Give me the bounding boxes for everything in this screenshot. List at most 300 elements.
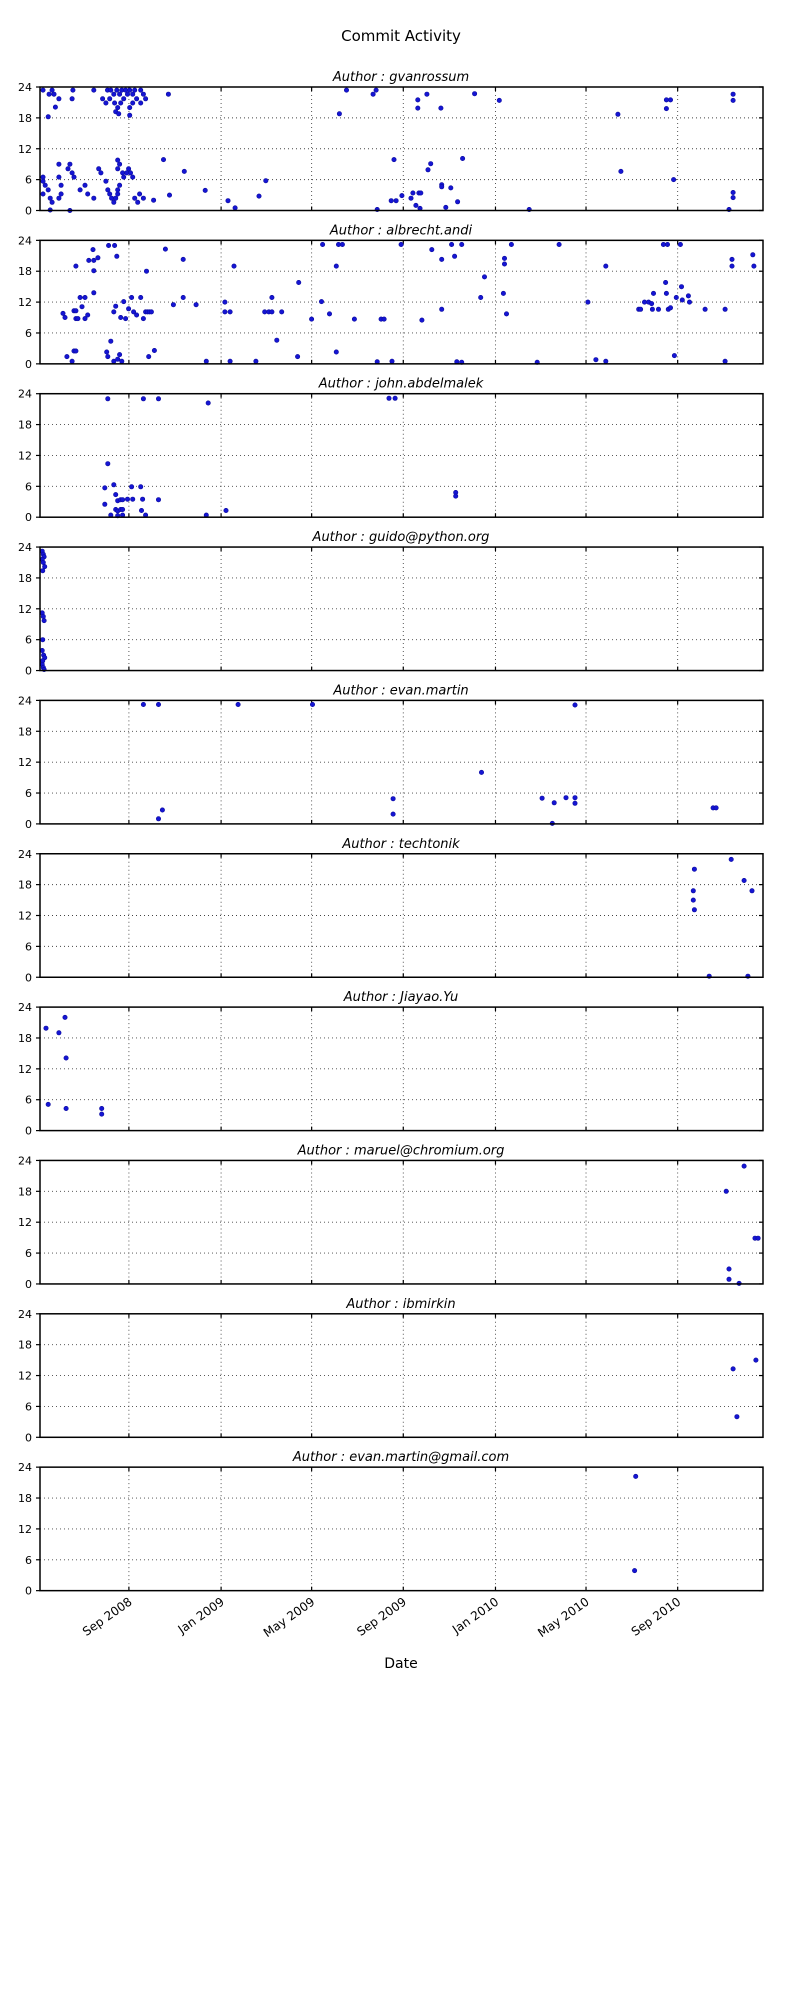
data-point xyxy=(112,200,116,204)
data-point xyxy=(632,1568,636,1572)
data-point xyxy=(723,307,727,311)
y-tick-label: 6 xyxy=(25,633,32,647)
data-point xyxy=(479,295,483,299)
data-point xyxy=(691,889,695,893)
data-point xyxy=(46,1102,50,1106)
data-point xyxy=(228,359,232,363)
data-point xyxy=(664,291,668,295)
data-point xyxy=(41,560,45,564)
data-point xyxy=(41,614,45,618)
data-point xyxy=(139,508,143,512)
y-tick-label: 18 xyxy=(18,1338,32,1352)
subplot-title: Author : evan.martin@gmail.com xyxy=(292,1450,510,1466)
data-point xyxy=(44,1026,48,1030)
subplot-title: Author : Jiayao.Yu xyxy=(343,990,459,1006)
y-tick-label: 6 xyxy=(25,940,32,954)
data-point xyxy=(156,498,160,502)
data-point xyxy=(642,300,646,304)
scatter-points xyxy=(61,242,756,364)
data-point xyxy=(665,242,669,246)
data-point xyxy=(108,192,112,196)
data-point xyxy=(70,97,74,101)
data-point xyxy=(224,508,228,512)
data-point xyxy=(394,199,398,203)
data-point xyxy=(71,88,75,92)
y-tick-label: 18 xyxy=(18,878,32,892)
y-tick-label: 12 xyxy=(18,1216,32,1230)
data-point xyxy=(692,867,696,871)
x-tick-label: Sep 2009 xyxy=(354,1594,410,1639)
data-point xyxy=(429,162,433,166)
data-point xyxy=(295,354,299,358)
data-point xyxy=(120,359,124,363)
subplot-4 xyxy=(18,683,763,831)
data-point xyxy=(730,264,734,268)
data-point xyxy=(108,97,112,101)
data-point xyxy=(125,497,129,501)
y-tick-label: 0 xyxy=(25,1431,32,1445)
data-point xyxy=(310,702,314,706)
y-tick-label: 18 xyxy=(18,1031,32,1045)
data-point xyxy=(72,175,76,179)
data-point xyxy=(727,1267,731,1271)
data-point xyxy=(147,354,151,358)
data-point xyxy=(439,106,443,110)
x-tick-label: Sep 2008 xyxy=(79,1594,135,1639)
y-tick-label: 12 xyxy=(18,1369,32,1383)
data-point xyxy=(374,88,378,92)
data-point xyxy=(106,243,110,247)
data-point xyxy=(115,254,119,258)
data-point xyxy=(714,806,718,810)
data-point xyxy=(440,185,444,189)
data-point xyxy=(452,254,456,258)
data-point xyxy=(152,348,156,352)
data-point xyxy=(735,1415,739,1419)
data-point xyxy=(161,157,165,161)
data-point xyxy=(254,359,258,363)
data-point xyxy=(509,242,513,246)
y-tick-label: 18 xyxy=(18,111,32,125)
data-point xyxy=(117,112,121,116)
data-point xyxy=(125,92,129,96)
data-point xyxy=(573,801,577,805)
y-tick-label: 24 xyxy=(18,1307,32,1321)
data-point xyxy=(444,205,448,209)
data-point xyxy=(41,179,45,183)
data-point xyxy=(141,196,145,200)
data-point xyxy=(393,396,397,400)
data-point xyxy=(149,310,153,314)
data-point xyxy=(497,98,501,102)
data-point xyxy=(97,167,101,171)
data-point xyxy=(754,1358,758,1362)
data-point xyxy=(116,188,120,192)
subplot-title: Author : guido@python.org xyxy=(312,530,490,546)
y-tick-label: 6 xyxy=(25,326,32,340)
x-tick-label: Jan 2010 xyxy=(449,1594,502,1637)
y-tick-label: 12 xyxy=(18,602,32,616)
scatter-points xyxy=(44,1015,104,1116)
data-point xyxy=(57,175,61,179)
data-point xyxy=(664,106,668,110)
data-point xyxy=(420,318,424,322)
y-tick-label: 24 xyxy=(18,694,32,708)
data-point xyxy=(228,310,232,314)
data-point xyxy=(426,168,430,172)
subplot-1 xyxy=(18,223,763,371)
data-point xyxy=(479,770,483,774)
data-point xyxy=(66,167,70,171)
data-point xyxy=(117,92,121,96)
data-point xyxy=(400,193,404,197)
scatter-points xyxy=(731,1358,758,1419)
y-tick-label: 12 xyxy=(18,756,32,770)
data-point xyxy=(651,291,655,295)
data-point xyxy=(92,269,96,273)
data-point xyxy=(604,264,608,268)
data-point xyxy=(136,200,140,204)
y-tick-label: 12 xyxy=(18,142,32,156)
data-point xyxy=(137,192,141,196)
data-point xyxy=(78,188,82,192)
data-point xyxy=(86,313,90,317)
data-point xyxy=(74,349,78,353)
data-point xyxy=(411,191,415,195)
data-point xyxy=(83,295,87,299)
data-point xyxy=(106,462,110,466)
data-point xyxy=(552,801,556,805)
data-point xyxy=(679,285,683,289)
data-point xyxy=(671,177,675,181)
y-tick-label: 0 xyxy=(25,971,32,985)
data-point xyxy=(143,97,147,101)
data-point xyxy=(194,303,198,307)
data-point xyxy=(59,192,63,196)
data-point xyxy=(117,352,121,356)
data-point xyxy=(87,258,91,262)
y-tick-label: 0 xyxy=(25,817,32,831)
data-point xyxy=(50,200,54,204)
data-point xyxy=(96,256,100,260)
data-point xyxy=(141,702,145,706)
data-point xyxy=(141,92,145,96)
subplot-0 xyxy=(18,70,763,218)
data-point xyxy=(91,247,95,251)
data-point xyxy=(352,317,356,321)
data-point xyxy=(387,396,391,400)
subplot-title: Author : gvanrossum xyxy=(332,70,470,85)
data-point xyxy=(139,101,143,105)
data-point xyxy=(703,307,707,311)
data-point xyxy=(723,359,727,363)
scatter-points xyxy=(632,1474,638,1573)
subplot-5 xyxy=(18,837,763,985)
data-point xyxy=(41,192,45,196)
data-point xyxy=(472,92,476,96)
data-point xyxy=(750,889,754,893)
y-tick-label: 18 xyxy=(18,1185,32,1199)
data-point xyxy=(57,162,61,166)
data-point xyxy=(668,306,672,310)
data-point xyxy=(730,257,734,261)
data-point xyxy=(449,186,453,190)
y-tick-label: 12 xyxy=(18,909,32,923)
data-point xyxy=(390,359,394,363)
y-tick-label: 0 xyxy=(25,1277,32,1291)
data-point xyxy=(115,88,119,92)
data-point xyxy=(392,157,396,161)
data-point xyxy=(680,298,684,302)
data-point xyxy=(141,397,145,401)
data-point xyxy=(727,1277,731,1281)
y-tick-label: 18 xyxy=(18,725,32,739)
data-point xyxy=(43,183,47,187)
data-point xyxy=(68,162,72,166)
data-point xyxy=(106,188,110,192)
subplot-9 xyxy=(18,1450,763,1598)
data-point xyxy=(319,299,323,303)
y-tick-label: 0 xyxy=(25,1124,32,1138)
data-point xyxy=(540,796,544,800)
subplot-3 xyxy=(18,530,763,678)
data-point xyxy=(65,354,69,358)
data-point xyxy=(724,1189,728,1193)
data-point xyxy=(144,269,148,273)
data-point xyxy=(280,310,284,314)
data-point xyxy=(133,196,137,200)
data-point xyxy=(203,188,207,192)
data-point xyxy=(100,1112,104,1116)
data-point xyxy=(129,295,133,299)
data-point xyxy=(756,1236,760,1240)
y-tick-label: 24 xyxy=(18,847,32,861)
data-point xyxy=(156,817,160,821)
data-point xyxy=(92,196,96,200)
data-point xyxy=(134,97,138,101)
data-point xyxy=(729,857,733,861)
data-point xyxy=(120,507,124,511)
data-point xyxy=(43,564,47,568)
data-point xyxy=(156,702,160,706)
data-point xyxy=(686,294,690,298)
data-point xyxy=(687,300,691,304)
data-point xyxy=(70,359,74,363)
y-tick-label: 6 xyxy=(25,1247,32,1261)
data-point xyxy=(454,494,458,498)
data-point xyxy=(64,1056,68,1060)
data-point xyxy=(638,307,642,311)
y-tick-label: 6 xyxy=(25,1093,32,1107)
data-point xyxy=(105,350,109,354)
data-point xyxy=(86,192,90,196)
data-point xyxy=(52,92,56,96)
data-point xyxy=(270,310,274,314)
scatter-points xyxy=(103,396,458,518)
data-point xyxy=(74,264,78,268)
y-tick-label: 18 xyxy=(18,1492,32,1506)
x-axis-title: Date xyxy=(384,1656,418,1672)
data-point xyxy=(122,299,126,303)
data-point xyxy=(74,309,78,313)
data-point xyxy=(573,703,577,707)
data-point xyxy=(327,312,331,316)
subplot-6 xyxy=(18,990,763,1138)
y-tick-label: 6 xyxy=(25,787,32,801)
data-point xyxy=(344,88,348,92)
data-point xyxy=(139,295,143,299)
data-point xyxy=(76,316,80,320)
data-point xyxy=(112,483,116,487)
data-point xyxy=(70,171,74,175)
data-point xyxy=(634,1474,638,1478)
data-point xyxy=(112,243,116,247)
data-point xyxy=(419,191,423,195)
y-tick-label: 24 xyxy=(18,541,32,555)
y-tick-label: 24 xyxy=(18,1001,32,1015)
data-point xyxy=(122,175,126,179)
y-tick-label: 0 xyxy=(25,357,32,371)
data-point xyxy=(53,105,57,109)
data-point xyxy=(99,171,103,175)
data-point xyxy=(61,311,65,315)
data-point xyxy=(109,196,113,200)
data-point xyxy=(128,105,132,109)
data-point xyxy=(586,300,590,304)
y-tick-label: 0 xyxy=(25,664,32,678)
y-tick-label: 24 xyxy=(18,387,32,401)
data-point xyxy=(257,194,261,198)
data-point xyxy=(501,291,505,295)
data-point xyxy=(112,310,116,314)
data-point xyxy=(399,242,403,246)
data-point xyxy=(391,797,395,801)
data-point xyxy=(104,101,108,105)
data-point xyxy=(752,264,756,268)
data-point xyxy=(114,304,118,308)
data-point xyxy=(123,316,127,320)
data-point xyxy=(564,796,568,800)
data-point xyxy=(731,92,735,96)
data-point xyxy=(742,1164,746,1168)
scatter-points xyxy=(141,702,718,825)
y-tick-label: 18 xyxy=(18,571,32,585)
y-tick-label: 0 xyxy=(25,511,32,525)
data-point xyxy=(731,1367,735,1371)
data-point xyxy=(731,190,735,194)
subplot-title: Author : techtonik xyxy=(342,836,460,852)
data-point xyxy=(182,169,186,173)
data-point xyxy=(668,98,672,102)
data-point xyxy=(92,258,96,262)
data-point xyxy=(119,101,123,105)
scatter-points xyxy=(40,549,47,672)
data-point xyxy=(57,1031,61,1035)
y-tick-label: 6 xyxy=(25,173,32,187)
data-point xyxy=(297,280,301,284)
data-point xyxy=(181,257,185,261)
data-point xyxy=(649,301,653,305)
data-point xyxy=(92,88,96,92)
data-point xyxy=(156,397,160,401)
data-point xyxy=(80,305,84,309)
data-point xyxy=(163,247,167,251)
data-point xyxy=(119,315,123,319)
data-point xyxy=(131,92,135,96)
data-point xyxy=(656,307,660,311)
subplot-title: Author : maruel@chromium.org xyxy=(297,1143,505,1159)
data-point xyxy=(334,350,338,354)
data-point xyxy=(59,183,63,187)
data-point xyxy=(83,183,87,187)
data-point xyxy=(128,88,132,92)
data-point xyxy=(263,310,267,314)
data-point xyxy=(661,242,665,246)
data-point xyxy=(106,397,110,401)
data-point xyxy=(460,242,464,246)
data-point xyxy=(100,1106,104,1110)
data-point xyxy=(678,242,682,246)
data-point xyxy=(504,312,508,316)
data-point xyxy=(414,203,418,207)
data-point xyxy=(594,358,598,362)
data-point xyxy=(78,295,82,299)
data-point xyxy=(92,291,96,295)
y-tick-label: 6 xyxy=(25,480,32,494)
data-point xyxy=(502,262,506,266)
data-point xyxy=(334,264,338,268)
data-point xyxy=(573,796,577,800)
subplot-title: Author : ibmirkin xyxy=(346,1296,456,1312)
data-point xyxy=(141,316,145,320)
data-point xyxy=(167,193,171,197)
subplot-panels xyxy=(18,70,763,1598)
data-point xyxy=(460,156,464,160)
data-point xyxy=(117,183,121,187)
data-point xyxy=(57,196,61,200)
data-point xyxy=(731,195,735,199)
data-point xyxy=(391,812,395,816)
y-tick-label: 18 xyxy=(18,265,32,279)
subplot-title: Author : albrecht.andi xyxy=(329,223,473,239)
data-point xyxy=(100,97,104,101)
data-point xyxy=(371,92,375,96)
data-point xyxy=(48,196,52,200)
data-point xyxy=(131,497,135,501)
data-point xyxy=(742,878,746,882)
data-point xyxy=(233,206,237,210)
data-point xyxy=(114,196,118,200)
data-point xyxy=(619,169,623,173)
data-point xyxy=(63,1015,67,1019)
data-point xyxy=(425,92,429,96)
data-point xyxy=(692,908,696,912)
data-point xyxy=(116,357,120,361)
data-point xyxy=(109,339,113,343)
data-point xyxy=(181,295,185,299)
data-point xyxy=(616,112,620,116)
data-point xyxy=(382,317,386,321)
y-tick-label: 12 xyxy=(18,296,32,310)
data-point xyxy=(264,179,268,183)
data-point xyxy=(122,97,126,101)
data-point xyxy=(46,188,50,192)
data-point xyxy=(223,310,227,314)
data-point xyxy=(416,98,420,102)
data-point xyxy=(650,307,654,311)
data-point xyxy=(236,702,240,706)
data-point xyxy=(674,295,678,299)
